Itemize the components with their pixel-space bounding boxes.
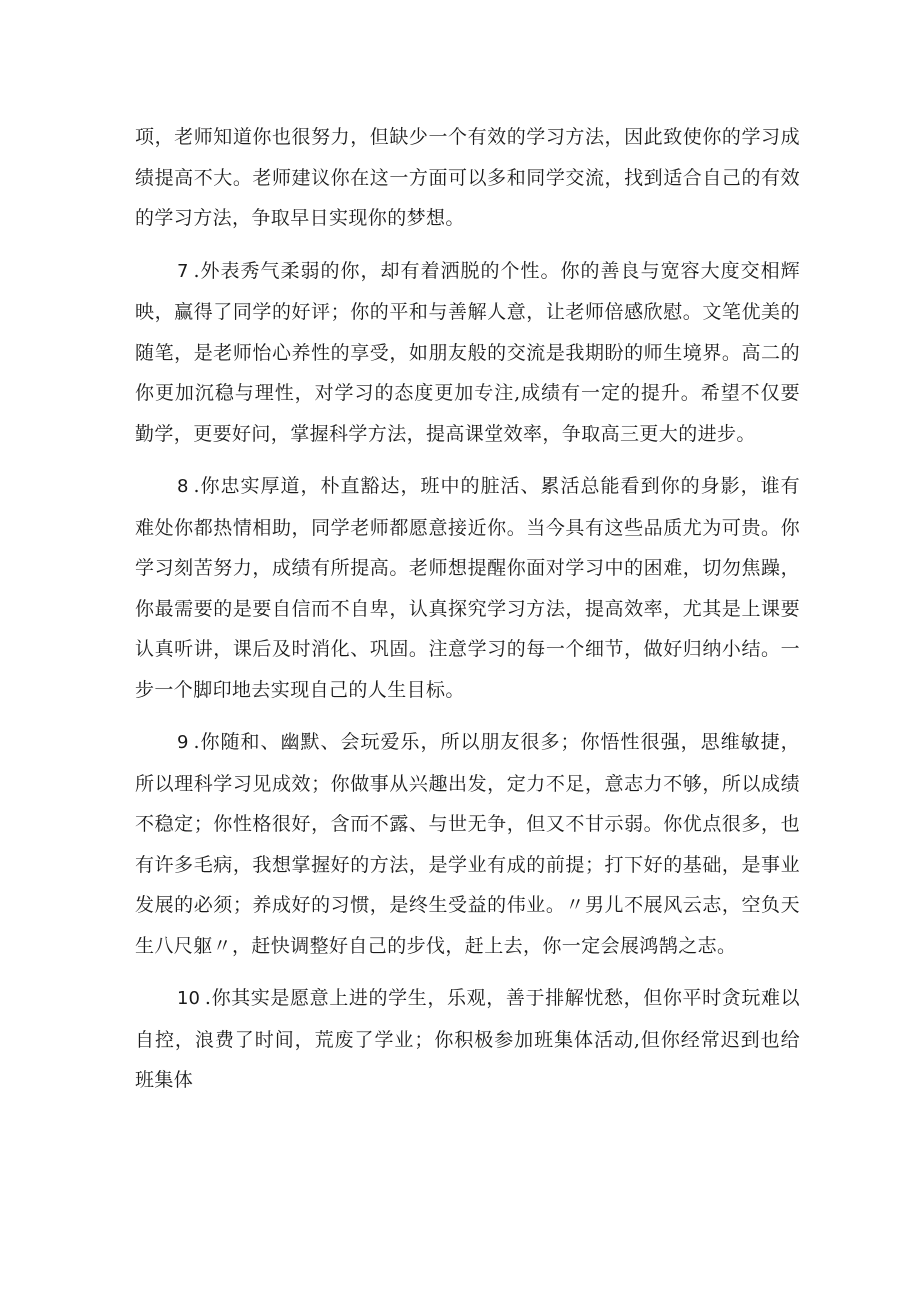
document-body	[135, 117, 800, 1113]
paragraph-number: 8	[177, 476, 189, 497]
paragraph-text: .你随和、幽默、会玩爱乐，所以朋友很多；你悟性很强，思维敏捷，所以理科学习见成效；你做事从兴趣出发，定力不足，意志力不够，所以成绩不稳定；你性格很好，含而不露、与世无争，但又不甘示弱。你优点很多，也有许多毛病，我想掌握好的方法，是学业有成的前提；打下好的基础，是事业发展的必须；养成好的习惯，是终生受益的伟业。〃男儿不展风云志，空负天生八尺躯〃，赶快调整好自己的步伐，赶上去，你一定会展鸿鹄之志。	[135, 731, 800, 957]
paragraph-10	[135, 978, 800, 1101]
paragraph-text: .你忠实厚道，朴直豁达，班中的脏活、累活总能看到你的身影，谁有难处你都热情相助，同学老师都愿意接近你。当今具有这些品质尤为可贵。你学习刻苦努力，成绩有所提高。老师想提醒你面对学习中的困难，切勿焦躁，你最需要的是要自信而不自卑，认真探究学习方法，提高效率，尤其是上课要认真听讲，课后及时消化、巩固。注意学习的每一个细节，做好归纳小结。一步一个脚印地去实现自己的人生目标。	[135, 475, 800, 701]
paragraph-number: 7	[177, 260, 189, 282]
paragraph-9	[135, 722, 800, 966]
paragraph-number: 9	[177, 732, 189, 753]
paragraph-text: 项，老师知道你也很努力，但缺少一个有效的学习方法，因此致使你的学习成绩提高不大。老师建议你在这一方面可以多和同学交流，找到适合自己的有效的学习方法，争取早日实现你的梦想。	[135, 126, 800, 229]
paragraph-8	[135, 466, 800, 710]
paragraph-text: .你其实是愿意上进的学生，乐观，善于排解忧愁，但你平时贪玩难以自控，浪费了时间，荒废了学业；你积极参加班集体活动,但你经常迟到也给班集体	[135, 987, 800, 1091]
paragraph-number: 10	[177, 988, 200, 1009]
paragraph-text: .外表秀气柔弱的你，却有着洒脱的个性。你的善良与宽容大度交相辉映，赢得了同学的好评；你的平和与善解人意，让老师倍感欣慰。文笔优美的随笔，是老师怡心养性的享受，如朋友般的交流是我期盼的师生境界。高二的你更加沉稳与理性，对学习的态度更加专注,成绩有一定的提升。希望不仅要勤学，更要好问，掌握科学方法，提高课堂效率，争取高三更大的进步。	[135, 259, 800, 445]
paragraph-continuation	[135, 117, 800, 239]
paragraph-7	[135, 251, 800, 455]
